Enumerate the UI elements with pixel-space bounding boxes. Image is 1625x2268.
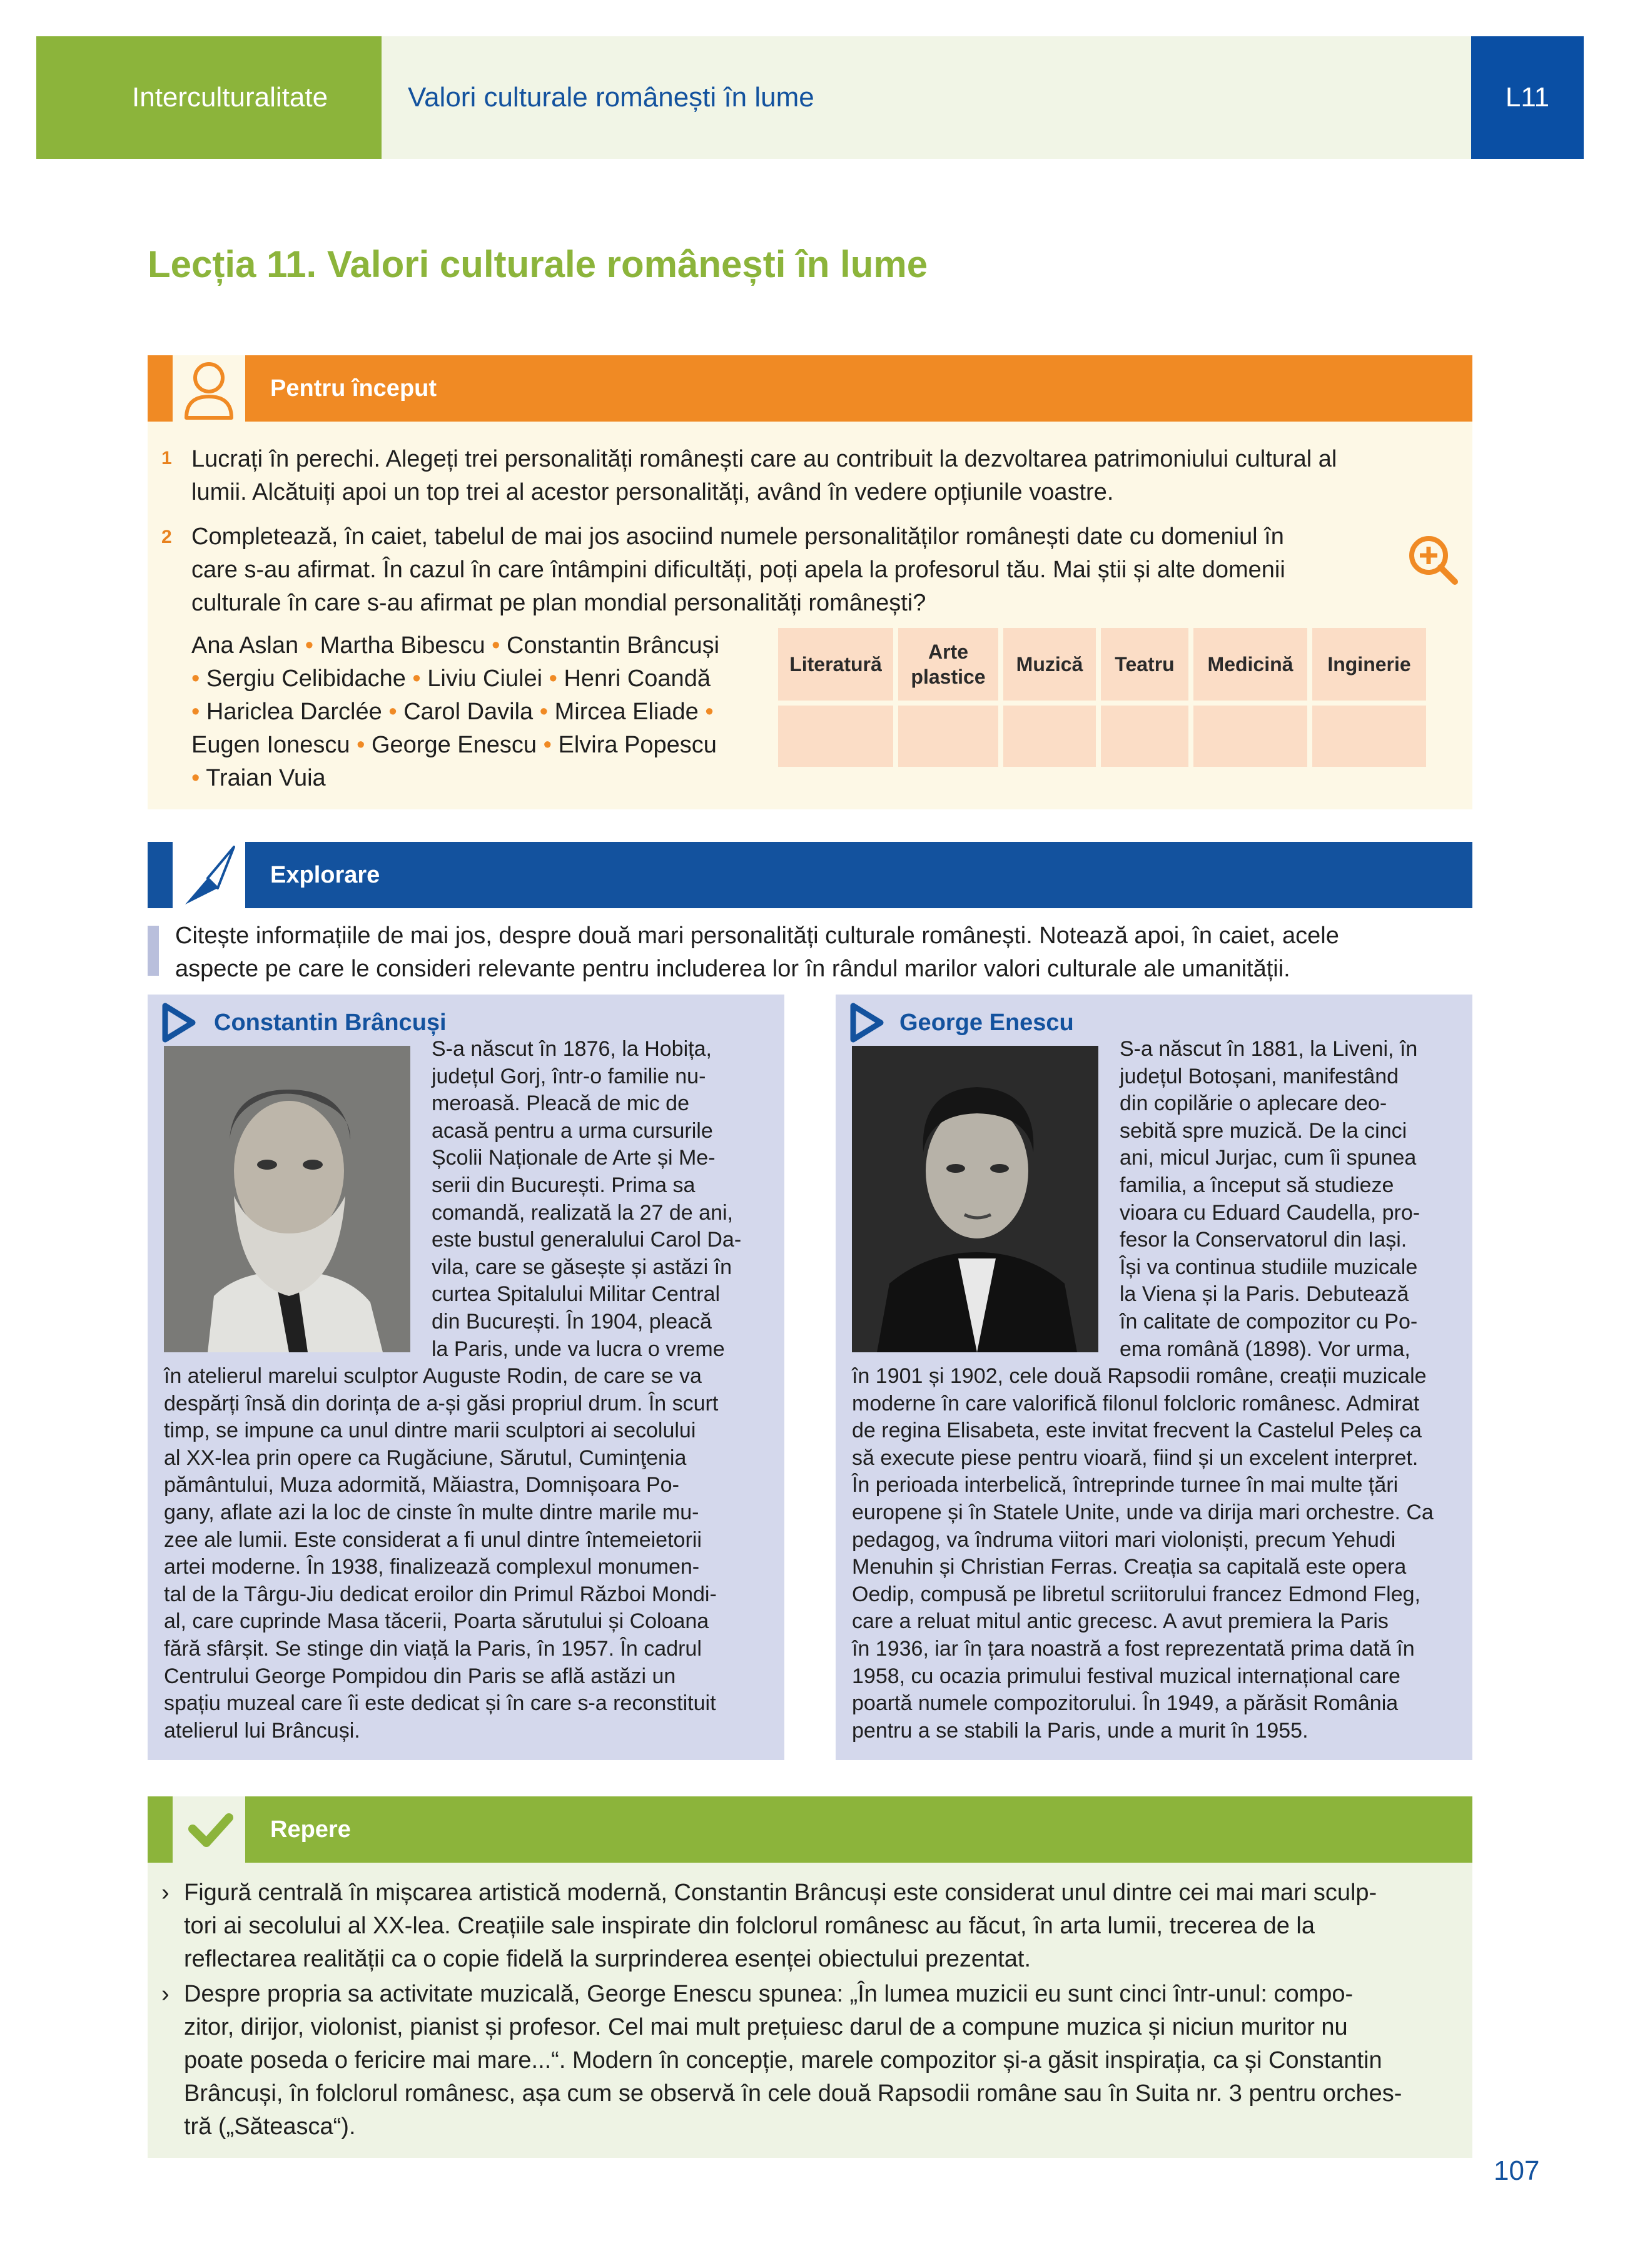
domain-header: Literatură <box>778 628 893 701</box>
bio-line: fără sfârșit. Se stinge din viață la Paris, în 1957. În cadrul <box>164 1636 702 1661</box>
name-item: Constantin Brâncuși <box>507 632 720 659</box>
domain-cell[interactable] <box>1193 706 1307 767</box>
task-1-line: lumii. Alcătuiți apoi un top trei al acestor personalități, având în vedere opțiunile voastre. <box>191 479 1114 505</box>
bio-line: în 1936, iar în țara noastră a fost reprezentată prima dată în <box>852 1636 1415 1661</box>
lesson-code: L11 <box>1505 82 1550 113</box>
name-item: George Enescu <box>371 732 537 758</box>
bio-line: sebită spre muzică. De la cinci <box>1120 1118 1407 1143</box>
bio-line: la Paris, unde va lucra o vreme <box>432 1337 725 1361</box>
enescu-card <box>836 995 1472 1760</box>
repere-line: Figură centrală în mișcarea artistică modernă, Constantin Brâncuși este considerat unul dintre cei mai mari sculp- <box>184 1880 1377 1906</box>
repere-line: reflectarea realității ca o copie fidelă la surprinderea esenței obiectului prezentat. <box>184 1946 1031 1972</box>
header-topic-bar <box>382 36 1471 159</box>
header-section: Interculturalitate <box>132 82 328 113</box>
personalities-list: Ana Aslan • Martha Bibescu • Constantin Brâncuși • Sergiu Celibidache • Liviu Ciulei • Henri Coandă • Hariclea Darclée • Carol Davila • Mircea Eliade • Eugen Ionescu • George Enescu • Elvira Popescu • Traian Vuia <box>191 632 720 791</box>
brancusi-name: Constantin Brâncuși <box>214 1010 447 1036</box>
bio-line: în calitate de compozitor cu Po- <box>1120 1309 1418 1334</box>
bio-line: fesor la Conservatorul din Iași. <box>1120 1228 1407 1252</box>
bio-line: zee ale lumii. Este considerat a fi unul dintre întemeietorii <box>164 1527 702 1552</box>
brancusi-photo <box>164 1046 410 1352</box>
domain-cell[interactable] <box>1312 706 1426 767</box>
task-2-line: culturale în care s-au afirmat pe plan mondial personalități românești? <box>191 590 926 616</box>
bio-line: timp, se impune ca unul dintre marii sculptori ai secolului <box>164 1419 696 1443</box>
enescu-name: George Enescu <box>899 1010 1074 1036</box>
name-item: Sergiu Celibidache <box>206 666 406 692</box>
enescu-photo <box>852 1046 1098 1352</box>
bio-line: județul Gorj, într-o familie nu- <box>432 1064 706 1088</box>
name-item: Eugen Ionescu <box>191 732 350 758</box>
header-section-tab <box>36 36 382 159</box>
task-1-line: Lucrați în perechi. Alegeți trei personalități românești care au contribuit la dezvoltarea patrimoniului cultural al <box>191 446 1337 472</box>
bio-line: care a reluat mitul antic grecesc. A avut premiera la Paris <box>852 1609 1389 1634</box>
bio-line: serii din București. Prima sa <box>432 1173 696 1197</box>
domain-header: Muzică <box>1003 628 1096 701</box>
bio-line: spațiu muzeal care îi este dedicat și în care s-a reconstituit <box>164 1691 716 1716</box>
play-arrow-icon <box>849 1002 884 1043</box>
bio-line: gany, aflate azi la loc de cinste în multe dintre marile mu- <box>164 1500 699 1524</box>
domain-header: Arte plastice <box>898 628 998 701</box>
repere-item-1 <box>184 1876 1460 1976</box>
repere-item-2-marker: › <box>161 1981 170 2007</box>
bio-line: este bustul generalului Carol Da- <box>432 1228 742 1252</box>
brancusi-portrait <box>164 1046 410 1352</box>
task-2-number: 2 <box>161 527 172 547</box>
page-number: 107 <box>1494 2155 1540 2186</box>
pentru-inceput-icon-box <box>148 355 245 422</box>
task-1-number: 1 <box>161 448 172 468</box>
repere-line: poate poseda o fericire mai mare...“. Modern în concepție, marele compozitor și-a găsit inspirația, ca și Constantin <box>184 2047 1382 2073</box>
bio-line: să execute piese pentru vioară, fiind și un excelent interpret. <box>852 1445 1419 1470</box>
task-1-text <box>191 443 1337 509</box>
bio-line: al XX-lea prin opere ca Rugăciune, Sărutul, Cuminţenia <box>164 1445 687 1470</box>
name-item: Martha Bibescu <box>320 632 485 659</box>
name-item: Mircea Eliade <box>554 699 699 725</box>
header-lesson-code-box <box>1471 36 1584 159</box>
name-item: Liviu Ciulei <box>427 666 543 692</box>
domain-cell[interactable] <box>1101 706 1188 767</box>
bio-line: din București. În 1904, pleacă <box>432 1309 712 1334</box>
bio-line: 1958, cu ocazia primului festival muzical internațional care <box>852 1664 1400 1688</box>
intro-line: aspecte pe care le consideri relevante pentru includerea lor în rândul marilor valori culturale ale umanității. <box>175 956 1290 982</box>
bio-line: Școlii Naționale de Arte și Me- <box>432 1146 716 1170</box>
bio-line: al, care cuprinde Masa tăcerii, Poarta sărutului și Coloana <box>164 1609 709 1634</box>
name-item: Ana Aslan <box>191 632 299 659</box>
bio-line: moderne în care valorifică filonul folcloric românesc. Admirat <box>852 1391 1420 1415</box>
bio-line: ema română (1898). Vor urma, <box>1120 1337 1410 1361</box>
task-2-line: Completează, în caiet, tabelul de mai jos asociind numele personalităților românești date cu domeniul în <box>191 524 1284 550</box>
bio-line: comandă, realizată la 27 de ani, <box>432 1200 733 1225</box>
bio-line: despărți însă din dorința de a-și găsi propriul drum. În scurt <box>164 1391 719 1415</box>
bio-line: poartă numele compozitorului. În 1949, a părăsit România <box>852 1691 1399 1716</box>
repere-label: Repere <box>270 1816 351 1843</box>
person-icon <box>148 355 245 422</box>
name-item: Hariclea Darclée <box>206 699 382 725</box>
bio-line: pedagog, va îndruma viitori mari violoniști, precum Yehudi <box>852 1527 1396 1552</box>
bio-line: la Viena și la Paris. Debutează <box>1120 1282 1409 1307</box>
bio-line: Își va continua studiile muzicale <box>1120 1255 1418 1279</box>
repere-icon-box <box>148 1796 245 1863</box>
bio-line: vila, care se găsește și astăzi în <box>432 1255 732 1279</box>
bio-line: pentru a se stabili la Paris, unde a murit în 1955. <box>852 1718 1309 1743</box>
header-topic: Valori culturale românești în lume <box>408 82 814 113</box>
explorare-icon-box <box>148 842 245 908</box>
domain-cell[interactable] <box>778 706 893 767</box>
domains-table <box>773 623 1431 772</box>
domain-header: Medicină <box>1193 628 1307 701</box>
enescu-text-full <box>852 1363 1455 1744</box>
brancusi-card <box>148 995 784 1760</box>
compass-icon <box>148 842 245 908</box>
brancusi-text-side <box>432 1036 766 1363</box>
bio-line: În perioada interbelică, întreprinde turnee în mai multe țări <box>852 1473 1399 1497</box>
checkmark-icon <box>148 1796 245 1863</box>
pentru-inceput-label: Pentru început <box>270 375 437 402</box>
bio-line: județul Botoșani, manifestând <box>1120 1064 1399 1088</box>
bio-line: meroasă. Pleacă de mic de <box>432 1091 689 1116</box>
bio-line: pământului, Muza adormită, Măiastra, Domnișoara Po- <box>164 1473 679 1497</box>
domain-header: Teatru <box>1101 628 1188 701</box>
bio-line: tal de la Târgu-Jiu dedicat eroilor din Primul Război Mondi- <box>164 1582 717 1606</box>
bio-line: de regina Elisabeta, este invitat frecvent la Castelul Peleș ca <box>852 1419 1422 1443</box>
repere-line: Despre propria sa activitate muzicală, George Enescu spunea: „În lumea muzicii eu sunt cinci într-unul: compo- <box>184 1981 1354 2007</box>
pentru-inceput-bar <box>245 355 1472 422</box>
intro-line: Citește informațiile de mai jos, despre două mari personalități culturale românești. Notează apoi, în caiet, acele <box>175 923 1339 949</box>
intro-marker <box>148 926 159 976</box>
bio-line: Centrului George Pompidou din Paris se află astăzi un <box>164 1664 676 1688</box>
repere-bar <box>245 1796 1472 1863</box>
domain-header: Inginerie <box>1312 628 1426 701</box>
task-2-text <box>191 520 1285 620</box>
zoom-in-icon[interactable] <box>1406 533 1459 585</box>
repere-line: tră („Săteasca“). <box>184 2114 356 2140</box>
bio-line: ani, micul Jurjac, cum îi spunea <box>1120 1146 1417 1170</box>
bio-line: Oedip, compusă pe libretul scriitorului francez Edmond Fleg, <box>852 1582 1420 1606</box>
bio-line: artei moderne. În 1938, finalizează complexul monumen- <box>164 1555 700 1579</box>
bio-line: acasă pentru a urma cursurile <box>432 1118 713 1143</box>
name-item: Carol Davila <box>403 699 534 725</box>
lesson-title: Lecția 11. Valori culturale românești în lume <box>148 243 928 285</box>
bio-line: în atelierul marelui sculptor Auguste Rodin, de care se va <box>164 1364 702 1388</box>
name-item: Henri Coandă <box>564 666 711 692</box>
bio-line: Menuhin și Christian Ferras. Creația sa capitală este opera <box>852 1555 1407 1579</box>
enescu-portrait <box>852 1046 1098 1352</box>
repere-item-1-marker: › <box>161 1880 170 1906</box>
task-2-line: care s-au afirmat. În cazul în care întâmpini dificultăți, poți apela la profesorul tău. Mai știi și alte domenii <box>191 557 1285 583</box>
bio-line: europene și în Statele Unite, unde va dirija mari orchestre. Ca <box>852 1500 1434 1524</box>
bio-line: din copilărie o aplecare deo- <box>1120 1091 1387 1116</box>
bio-line: vioara cu Eduard Caudella, pro- <box>1120 1200 1420 1225</box>
brancusi-text-full <box>164 1363 767 1744</box>
bio-line: S-a născut în 1876, la Hobița, <box>432 1037 712 1061</box>
bio-line: atelierul lui Brâncuși. <box>164 1718 360 1743</box>
repere-item-2 <box>184 1978 1460 2144</box>
bio-line: familia, a început să studieze <box>1120 1173 1394 1197</box>
repere-line: zitor, dirijor, violonist, pianist și profesor. Cel mai mult prețuiesc darul de a compune muzica și niciun muritor nu <box>184 2014 1348 2040</box>
bio-line: curtea Spitalului Militar Central <box>432 1282 721 1307</box>
name-item: Elvira Popescu <box>558 732 717 758</box>
bio-line: S-a născut în 1881, la Liveni, în <box>1120 1037 1418 1061</box>
explorare-bar <box>245 842 1472 908</box>
enescu-text-side <box>1120 1036 1454 1363</box>
explorare-label: Explorare <box>270 862 380 888</box>
domain-cell[interactable] <box>898 706 998 767</box>
explorare-intro <box>175 919 1339 986</box>
repere-line: Brâncuși, în folclorul românesc, așa cum se observă în cele două Rapsodii române sau în Suita nr. 3 pentru orches- <box>184 2080 1402 2107</box>
repere-line: tori ai secolului al XX-lea. Creațiile sale inspirate din folclorul românesc au făcut, în arta lumii, trecerea de la <box>184 1913 1315 1939</box>
bio-line: în 1901 și 1902, cele două Rapsodii române, creații muzicale <box>852 1364 1427 1388</box>
name-item: Traian Vuia <box>206 765 326 791</box>
domain-cell[interactable] <box>1003 706 1096 767</box>
play-arrow-icon <box>161 1002 196 1043</box>
